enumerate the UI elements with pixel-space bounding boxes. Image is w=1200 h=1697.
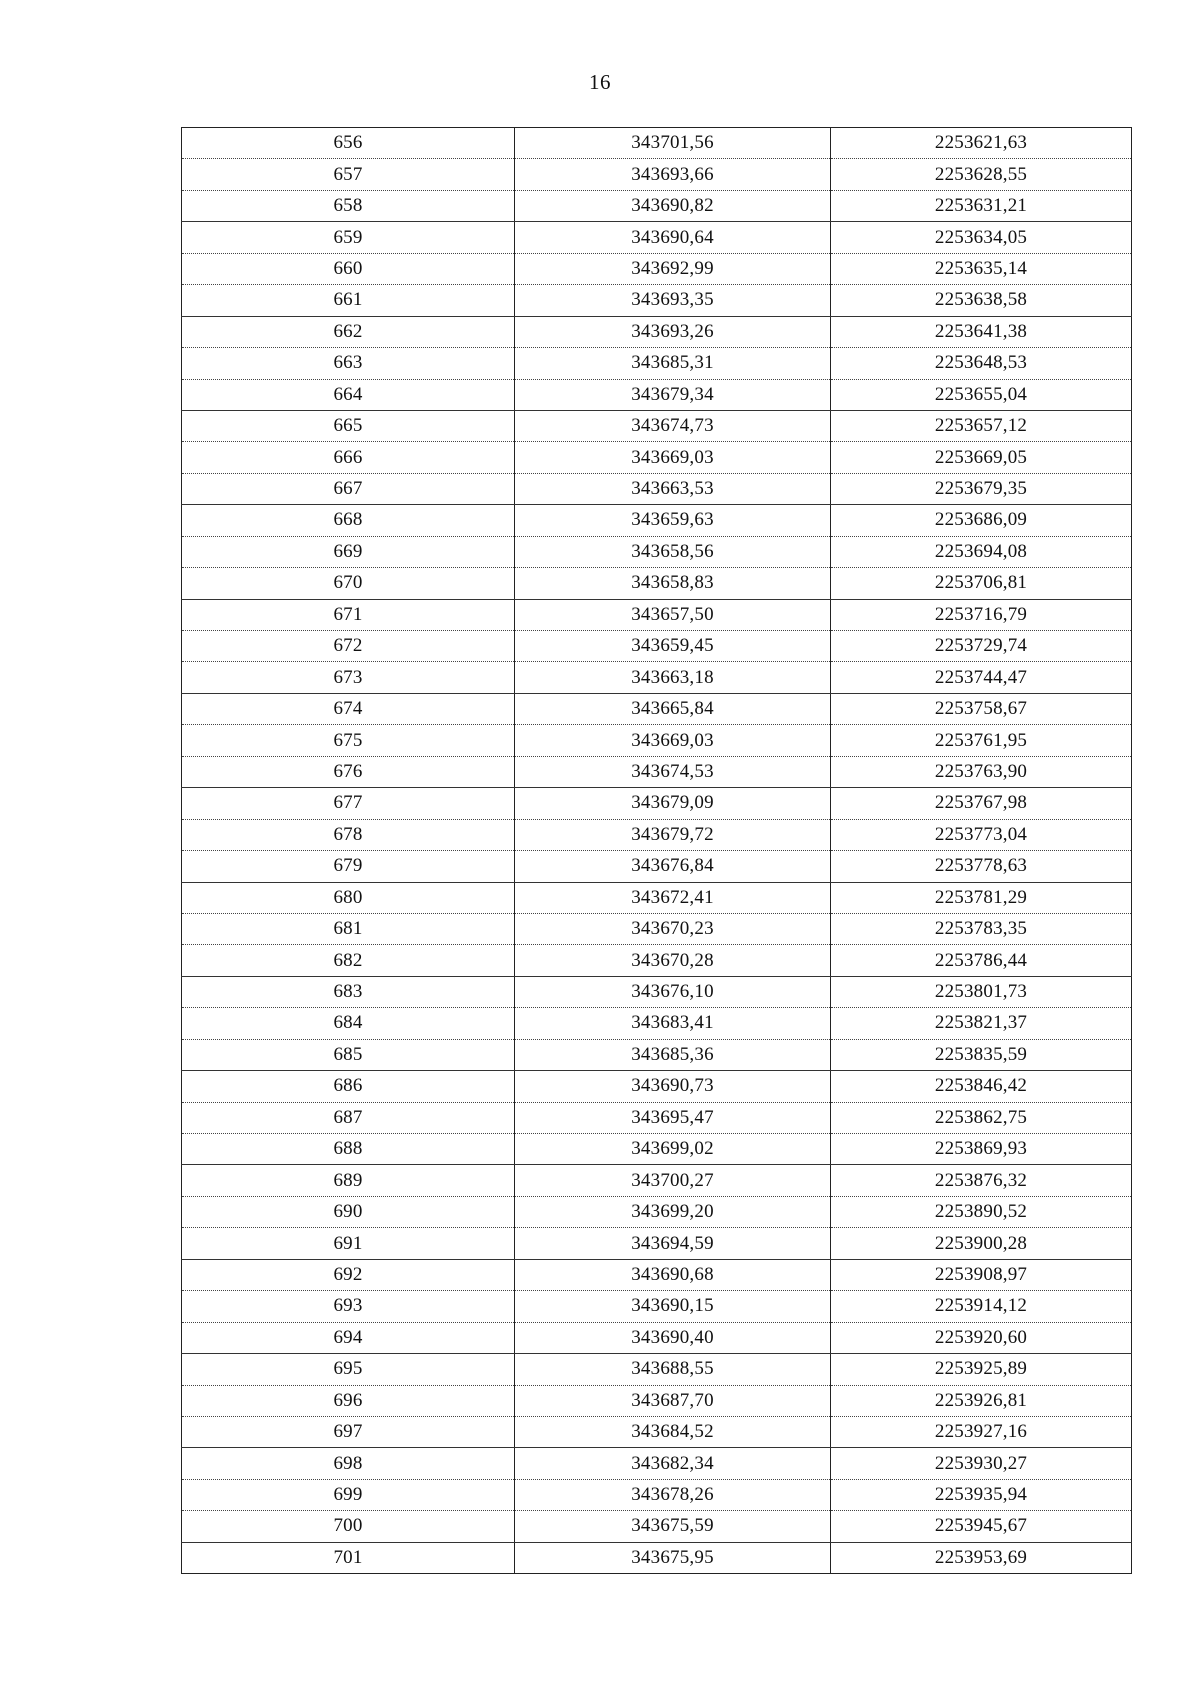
point-number-cell: 676 <box>182 756 515 787</box>
table-row <box>182 568 1132 599</box>
y-coordinate-cell: 2253694,08 <box>831 536 1132 567</box>
point-number-cell: 691 <box>182 1228 515 1259</box>
table-row <box>182 285 1132 316</box>
x-coordinate-cell: 343694,59 <box>515 1228 831 1259</box>
x-coordinate-cell: 343688,55 <box>515 1354 831 1385</box>
table-row <box>182 1448 1132 1479</box>
page-number: 16 <box>589 70 611 94</box>
x-coordinate-cell: 343669,03 <box>515 442 831 473</box>
x-coordinate-cell: 343679,72 <box>515 819 831 850</box>
table-row <box>182 662 1132 693</box>
point-number-cell: 694 <box>182 1322 515 1353</box>
y-coordinate-cell: 2253744,47 <box>831 662 1132 693</box>
point-number-cell: 678 <box>182 819 515 850</box>
point-number-cell: 701 <box>182 1542 515 1573</box>
y-coordinate-cell: 2253783,35 <box>831 913 1132 944</box>
table-row <box>182 379 1132 410</box>
table-row <box>182 190 1132 221</box>
table-row <box>182 1322 1132 1353</box>
point-number-cell: 666 <box>182 442 515 473</box>
y-coordinate-cell: 2253628,55 <box>831 159 1132 190</box>
y-coordinate-cell: 2253945,67 <box>831 1511 1132 1542</box>
y-coordinate-cell: 2253716,79 <box>831 599 1132 630</box>
y-coordinate-cell: 2253631,21 <box>831 190 1132 221</box>
table-row <box>182 1542 1132 1573</box>
x-coordinate-cell: 343683,41 <box>515 1008 831 1039</box>
point-number-cell: 699 <box>182 1479 515 1510</box>
y-coordinate-cell: 2253669,05 <box>831 442 1132 473</box>
point-number-cell: 685 <box>182 1039 515 1070</box>
y-coordinate-cell: 2253900,28 <box>831 1228 1132 1259</box>
y-coordinate-cell: 2253925,89 <box>831 1354 1132 1385</box>
table-row <box>182 1008 1132 1039</box>
x-coordinate-cell: 343690,68 <box>515 1259 831 1290</box>
table-row <box>182 693 1132 724</box>
point-number-cell: 671 <box>182 599 515 630</box>
point-number-cell: 687 <box>182 1102 515 1133</box>
point-number-cell: 688 <box>182 1134 515 1165</box>
point-number-cell: 673 <box>182 662 515 693</box>
y-coordinate-cell: 2253890,52 <box>831 1196 1132 1227</box>
y-coordinate-cell: 2253786,44 <box>831 945 1132 976</box>
point-number-cell: 684 <box>182 1008 515 1039</box>
point-number-cell: 692 <box>182 1259 515 1290</box>
table-row <box>182 442 1132 473</box>
y-coordinate-cell: 2253641,38 <box>831 316 1132 347</box>
table-row <box>182 1228 1132 1259</box>
point-number-cell: 674 <box>182 693 515 724</box>
point-number-cell: 670 <box>182 568 515 599</box>
table-row <box>182 316 1132 347</box>
y-coordinate-cell: 2253821,37 <box>831 1008 1132 1039</box>
x-coordinate-cell: 343690,73 <box>515 1071 831 1102</box>
y-coordinate-cell: 2253655,04 <box>831 379 1132 410</box>
point-number-cell: 697 <box>182 1416 515 1447</box>
table-row <box>182 1385 1132 1416</box>
table-row <box>182 945 1132 976</box>
point-number-cell: 659 <box>182 222 515 253</box>
y-coordinate-cell: 2253773,04 <box>831 819 1132 850</box>
x-coordinate-cell: 343678,26 <box>515 1479 831 1510</box>
table-row <box>182 882 1132 913</box>
x-coordinate-cell: 343690,82 <box>515 190 831 221</box>
point-number-cell: 686 <box>182 1071 515 1102</box>
table-row <box>182 1071 1132 1102</box>
x-coordinate-cell: 343701,56 <box>515 128 831 159</box>
x-coordinate-cell: 343695,47 <box>515 1102 831 1133</box>
x-coordinate-cell: 343693,26 <box>515 316 831 347</box>
table-row <box>182 819 1132 850</box>
point-number-cell: 700 <box>182 1511 515 1542</box>
table-row <box>182 913 1132 944</box>
point-number-cell: 665 <box>182 410 515 441</box>
x-coordinate-cell: 343669,03 <box>515 725 831 756</box>
y-coordinate-cell: 2253778,63 <box>831 851 1132 882</box>
y-coordinate-cell: 2253869,93 <box>831 1134 1132 1165</box>
y-coordinate-cell: 2253781,29 <box>831 882 1132 913</box>
table-row <box>182 505 1132 536</box>
x-coordinate-cell: 343690,40 <box>515 1322 831 1353</box>
x-coordinate-cell: 343663,18 <box>515 662 831 693</box>
y-coordinate-cell: 2253953,69 <box>831 1542 1132 1573</box>
y-coordinate-cell: 2253926,81 <box>831 1385 1132 1416</box>
point-number-cell: 698 <box>182 1448 515 1479</box>
table-row <box>182 851 1132 882</box>
point-number-cell: 690 <box>182 1196 515 1227</box>
y-coordinate-cell: 2253761,95 <box>831 725 1132 756</box>
y-coordinate-cell: 2253648,53 <box>831 348 1132 379</box>
table-row <box>182 473 1132 504</box>
x-coordinate-cell: 343674,53 <box>515 756 831 787</box>
table-row <box>182 1291 1132 1322</box>
y-coordinate-cell: 2253638,58 <box>831 285 1132 316</box>
table-row <box>182 1134 1132 1165</box>
point-number-cell: 656 <box>182 128 515 159</box>
x-coordinate-cell: 343670,23 <box>515 913 831 944</box>
point-number-cell: 679 <box>182 851 515 882</box>
table-row <box>182 1354 1132 1385</box>
table-row <box>182 1165 1132 1196</box>
x-coordinate-cell: 343675,59 <box>515 1511 831 1542</box>
point-number-cell: 682 <box>182 945 515 976</box>
point-number-cell: 677 <box>182 788 515 819</box>
y-coordinate-cell: 2253621,63 <box>831 128 1132 159</box>
table-row <box>182 1259 1132 1290</box>
y-coordinate-cell: 2253763,90 <box>831 756 1132 787</box>
y-coordinate-cell: 2253634,05 <box>831 222 1132 253</box>
coordinates-table <box>181 127 1132 1574</box>
x-coordinate-cell: 343687,70 <box>515 1385 831 1416</box>
point-number-cell: 680 <box>182 882 515 913</box>
point-number-cell: 664 <box>182 379 515 410</box>
y-coordinate-cell: 2253729,74 <box>831 631 1132 662</box>
table-row <box>182 1479 1132 1510</box>
point-number-cell: 662 <box>182 316 515 347</box>
x-coordinate-cell: 343675,95 <box>515 1542 831 1573</box>
x-coordinate-cell: 343693,35 <box>515 285 831 316</box>
x-coordinate-cell: 343663,53 <box>515 473 831 504</box>
table-row <box>182 1039 1132 1070</box>
table-row <box>182 410 1132 441</box>
x-coordinate-cell: 343679,34 <box>515 379 831 410</box>
x-coordinate-cell: 343658,83 <box>515 568 831 599</box>
point-number-cell: 663 <box>182 348 515 379</box>
point-number-cell: 658 <box>182 190 515 221</box>
y-coordinate-cell: 2253706,81 <box>831 568 1132 599</box>
table-row <box>182 159 1132 190</box>
x-coordinate-cell: 343676,10 <box>515 976 831 1007</box>
y-coordinate-cell: 2253920,60 <box>831 1322 1132 1353</box>
point-number-cell: 675 <box>182 725 515 756</box>
y-coordinate-cell: 2253801,73 <box>831 976 1132 1007</box>
x-coordinate-cell: 343659,45 <box>515 631 831 662</box>
table-row <box>182 128 1132 159</box>
y-coordinate-cell: 2253679,35 <box>831 473 1132 504</box>
y-coordinate-cell: 2253930,27 <box>831 1448 1132 1479</box>
x-coordinate-cell: 343685,36 <box>515 1039 831 1070</box>
x-coordinate-cell: 343659,63 <box>515 505 831 536</box>
point-number-cell: 657 <box>182 159 515 190</box>
x-coordinate-cell: 343672,41 <box>515 882 831 913</box>
table-row <box>182 348 1132 379</box>
table-row <box>182 599 1132 630</box>
x-coordinate-cell: 343665,84 <box>515 693 831 724</box>
table-row <box>182 725 1132 756</box>
point-number-cell: 693 <box>182 1291 515 1322</box>
table-row <box>182 631 1132 662</box>
point-number-cell: 689 <box>182 1165 515 1196</box>
x-coordinate-cell: 343699,20 <box>515 1196 831 1227</box>
table-row <box>182 536 1132 567</box>
y-coordinate-cell: 2253758,67 <box>831 693 1132 724</box>
y-coordinate-cell: 2253635,14 <box>831 253 1132 284</box>
x-coordinate-cell: 343657,50 <box>515 599 831 630</box>
x-coordinate-cell: 343679,09 <box>515 788 831 819</box>
y-coordinate-cell: 2253927,16 <box>831 1416 1132 1447</box>
x-coordinate-cell: 343693,66 <box>515 159 831 190</box>
point-number-cell: 667 <box>182 473 515 504</box>
coordinates-table-body <box>182 128 1132 1574</box>
point-number-cell: 681 <box>182 913 515 944</box>
y-coordinate-cell: 2253914,12 <box>831 1291 1132 1322</box>
point-number-cell: 668 <box>182 505 515 536</box>
y-coordinate-cell: 2253767,98 <box>831 788 1132 819</box>
x-coordinate-cell: 343690,64 <box>515 222 831 253</box>
x-coordinate-cell: 343676,84 <box>515 851 831 882</box>
point-number-cell: 669 <box>182 536 515 567</box>
x-coordinate-cell: 343670,28 <box>515 945 831 976</box>
point-number-cell: 696 <box>182 1385 515 1416</box>
x-coordinate-cell: 343682,34 <box>515 1448 831 1479</box>
table-row <box>182 1511 1132 1542</box>
x-coordinate-cell: 343674,73 <box>515 410 831 441</box>
point-number-cell: 695 <box>182 1354 515 1385</box>
x-coordinate-cell: 343700,27 <box>515 1165 831 1196</box>
y-coordinate-cell: 2253908,97 <box>831 1259 1132 1290</box>
x-coordinate-cell: 343685,31 <box>515 348 831 379</box>
table-row <box>182 1416 1132 1447</box>
x-coordinate-cell: 343699,02 <box>515 1134 831 1165</box>
point-number-cell: 672 <box>182 631 515 662</box>
y-coordinate-cell: 2253846,42 <box>831 1071 1132 1102</box>
point-number-cell: 660 <box>182 253 515 284</box>
x-coordinate-cell: 343692,99 <box>515 253 831 284</box>
y-coordinate-cell: 2253835,59 <box>831 1039 1132 1070</box>
point-number-cell: 661 <box>182 285 515 316</box>
y-coordinate-cell: 2253862,75 <box>831 1102 1132 1133</box>
table-row <box>182 756 1132 787</box>
table-row <box>182 253 1132 284</box>
x-coordinate-cell: 343684,52 <box>515 1416 831 1447</box>
table-row <box>182 1196 1132 1227</box>
table-row <box>182 976 1132 1007</box>
y-coordinate-cell: 2253935,94 <box>831 1479 1132 1510</box>
table-row <box>182 1102 1132 1133</box>
point-number-cell: 683 <box>182 976 515 1007</box>
table-row <box>182 222 1132 253</box>
y-coordinate-cell: 2253657,12 <box>831 410 1132 441</box>
x-coordinate-cell: 343658,56 <box>515 536 831 567</box>
y-coordinate-cell: 2253686,09 <box>831 505 1132 536</box>
x-coordinate-cell: 343690,15 <box>515 1291 831 1322</box>
y-coordinate-cell: 2253876,32 <box>831 1165 1132 1196</box>
table-row <box>182 788 1132 819</box>
